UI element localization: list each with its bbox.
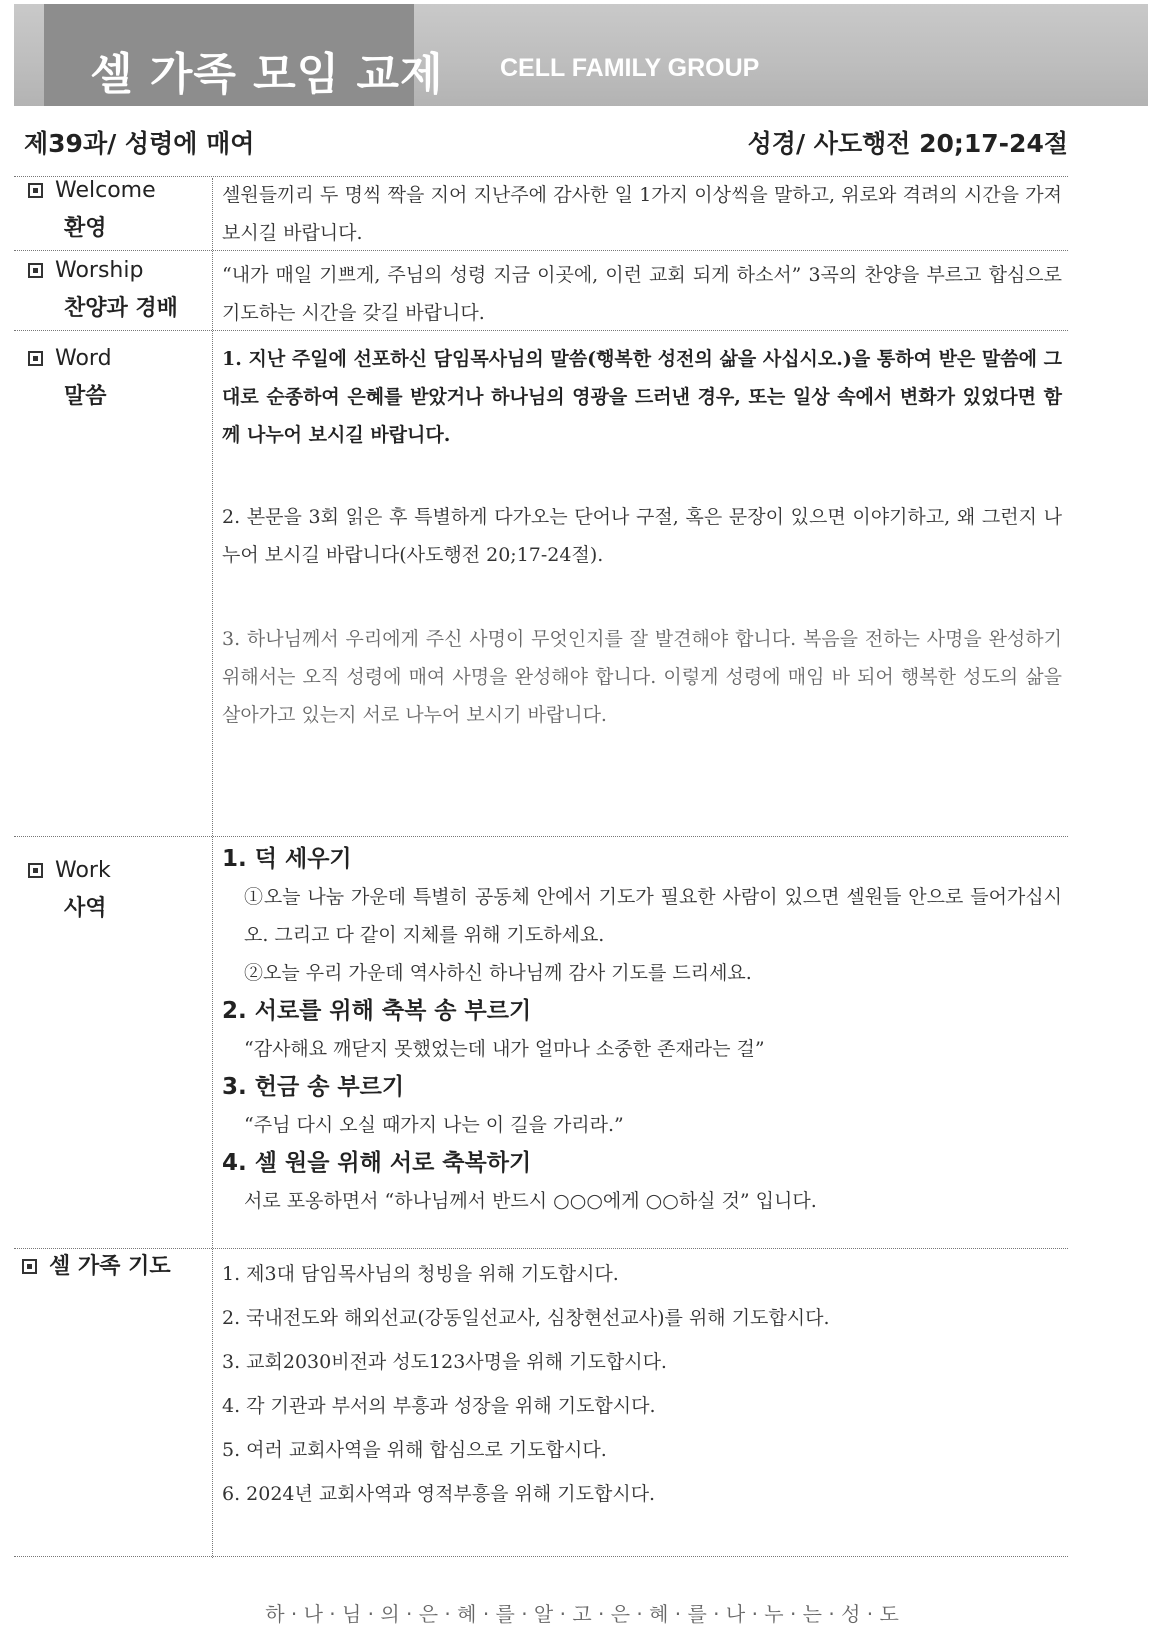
divider (14, 1556, 1068, 1557)
section-worship-text (222, 256, 1062, 332)
section-label-welcome (28, 172, 156, 248)
list-item: 1. 제3대 담임목사님의 청빙을 위해 기도합시다. (222, 1263, 619, 1285)
footer-motto: 하 · 나 · 님 · 의 · 은 · 혜 · 를 · 알 · 고 · 은 · 혜 · 를 · 나 · 누 · 는 · 성 · 도 (265, 1602, 899, 1626)
word-item-1 (222, 340, 1062, 454)
section-label-prayer (22, 1248, 171, 1286)
section-label-ko: 말씀 (64, 384, 107, 409)
list-item: 3. 교회2030비전과 성도123사명을 위해 기도합시다. (222, 1351, 667, 1373)
section-work-body (222, 840, 1062, 1220)
section-label-ko: 사역 (64, 896, 107, 921)
page-subtitle: CELL FAMILY GROUP (500, 54, 760, 82)
square-bullet-icon (22, 1259, 37, 1274)
section-label-worship (28, 252, 178, 328)
square-bullet-icon (28, 351, 43, 366)
list-item: 5. 여러 교회사역을 위해 합심으로 기도합시다. (222, 1439, 607, 1461)
section-label-word (28, 340, 112, 416)
section-label-work (28, 852, 111, 928)
section-welcome-text (222, 176, 1062, 252)
work-heading-1: 1. 덕 세우기 (222, 846, 352, 872)
lesson-title: 제39과/ 성령에 매여 (24, 129, 255, 158)
list-item: 6. 2024년 교회사역과 영적부흥을 위해 기도합시다. (222, 1483, 656, 1505)
paragraph: 2. 본문을 3회 읽은 후 특별하게 다가오는 단어나 구절, 혹은 문장이 있으면 이야기하고, 왜 그런지 나누어 보시길 바랍니다(사도행전 20;17-24절). (222, 506, 1062, 566)
paragraph: ②오늘 우리 가운데 역사하신 하나님께 감사 기도를 드리세요. (244, 962, 752, 984)
work-heading-4: 4. 셀 원을 위해 서로 축복하기 (222, 1150, 532, 1176)
paragraph: 3. 하나님께서 우리에게 주신 사명이 무엇인지를 잘 발견해야 합니다. 복음을 전하는 사명을 완성하기 위해서는 오직 성령에 매여 사명을 완성해야 합니다. 이렇게 성령에 매임 바 되어 행복한 성도의 삶을 살아가고 있는지 서로 나누어 보시기 바랍니다. (222, 628, 1062, 726)
section-label-en: Work (55, 858, 111, 883)
scripture-reference: 성경/ 사도행전 20;17-24절 (747, 129, 1068, 158)
divider (14, 1248, 1068, 1249)
section-label-en: Word (55, 346, 112, 371)
square-bullet-icon (28, 183, 43, 198)
paragraph: 셀원들끼리 두 명씩 짝을 지어 지난주에 감사한 일 1가지 이상씩을 말하고, 위로와 격려의 시간을 가져 보시길 바랍니다. (222, 184, 1062, 244)
prayer-list (222, 1252, 1062, 1516)
square-bullet-icon (28, 263, 43, 278)
column-divider (212, 178, 213, 1558)
list-item: 2. 국내전도와 해외선교(강동일선교사, 심창현선교사)를 위해 기도합시다. (222, 1307, 830, 1329)
work-heading-3: 3. 헌금 송 부르기 (222, 1074, 405, 1100)
page-title: 셀 가족 모임 교제 (90, 49, 444, 100)
paragraph: ①오늘 나눔 가운데 특별히 공동체 안에서 기도가 필요한 사람이 있으면 셀원들 안으로 들어가십시오. 그리고 다 같이 지체를 위해 기도하세요. (244, 886, 1062, 946)
section-label-ko: 찬양과 경배 (64, 296, 178, 321)
list-item: 4. 각 기관과 부서의 부흥과 성장을 위해 기도합시다. (222, 1395, 656, 1417)
section-label-ko: 셀 가족 기도 (49, 1254, 171, 1279)
paragraph: 서로 포옹하면서 “하나님께서 반드시 ○○○에게 ○○하실 것” 입니다. (244, 1190, 817, 1212)
paragraph: “주님 다시 오실 때가지 나는 이 길을 가리라.” (244, 1114, 624, 1136)
divider (14, 836, 1068, 837)
section-label-ko: 환영 (64, 216, 107, 241)
section-label-en: Worship (55, 258, 144, 283)
paragraph: “내가 매일 기쁘게, 주님의 성령 지금 이곳에, 이런 교회 되게 하소서” 3곡의 찬양을 부르고 합심으로 기도하는 시간을 갖길 바랍니다. (222, 264, 1062, 324)
paragraph: “감사해요 깨닫지 못했었는데 내가 얼마나 소중한 존재라는 걸” (244, 1038, 765, 1060)
section-label-en: Welcome (55, 178, 156, 203)
work-heading-2: 2. 서로를 위해 축복 송 부르기 (222, 998, 532, 1024)
word-item-2 (222, 498, 1062, 574)
word-item-3 (222, 620, 1062, 734)
square-bullet-icon (28, 863, 43, 878)
paragraph: 1. 지난 주일에 선포하신 담임목사님의 말씀(행복한 성전의 삶을 사십시오.)을 통하여 받은 말씀에 그대로 순종하여 은혜를 받았거나 하나님의 영광을 드러낸 경우, 또는 일상 속에서 변화가 있었다면 함께 나누어 보시길 바랍니다. (222, 348, 1062, 446)
